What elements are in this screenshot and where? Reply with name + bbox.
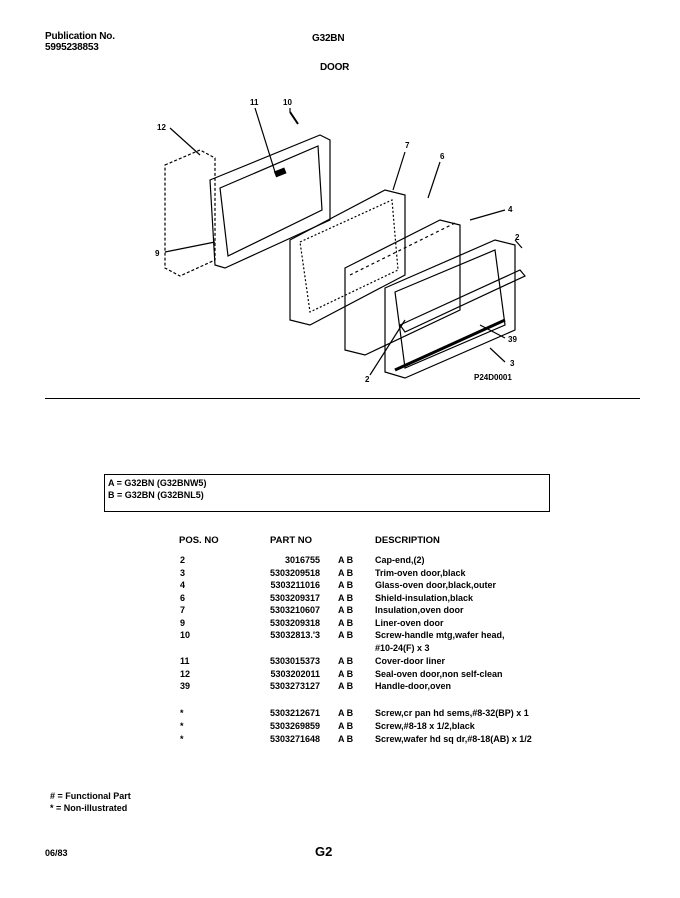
pos-no: * (180, 734, 184, 744)
description: Insulation,oven door (375, 605, 464, 615)
description: Cap-end,(2) (375, 555, 425, 565)
description: Handle-door,oven (375, 681, 452, 691)
part-no: 5303202011 (270, 669, 320, 679)
model-codes: A B (338, 630, 354, 640)
table-row (0, 708, 680, 720)
callout-9: 9 (155, 249, 160, 258)
pos-no: 7 (180, 605, 186, 615)
model-codes: A B (338, 568, 354, 578)
description: Screw,cr pan hd sems,#8-32(BP) x 1 (375, 708, 529, 718)
footnote-functional: # = Functional Part (50, 791, 131, 801)
header-description: DESCRIPTION (375, 535, 440, 546)
pos-no: 12 (180, 669, 191, 679)
description: Screw-handle mtg,wafer head, (375, 630, 505, 640)
callout-12: 12 (157, 123, 166, 132)
pos-no: 4 (180, 580, 186, 590)
pos-no: 9 (180, 618, 186, 628)
pos-no: 6 (180, 593, 186, 603)
page-number: G2 (315, 844, 333, 859)
part-no: 5303209518 (269, 568, 320, 578)
header-part-no: PART NO (270, 535, 313, 546)
table-row (0, 656, 680, 668)
table-row (0, 681, 680, 693)
model-title: G32BN (312, 33, 345, 44)
handle-part-39 (400, 270, 525, 332)
description: Trim-oven door,black (375, 568, 466, 578)
model-codes: A B (338, 580, 354, 590)
model-codes: A B (338, 618, 354, 628)
table-row (0, 580, 680, 592)
screw-part-10 (290, 112, 298, 124)
footer-date: 06/83 (45, 848, 68, 858)
seal-part-12 (165, 150, 215, 276)
model-codes: A B (338, 669, 354, 679)
description: Cover-door liner (375, 656, 446, 666)
table-row (0, 669, 680, 681)
table-row (0, 568, 680, 580)
description: Screw,wafer hd sq dr,#8-18(AB) x 1/2 (375, 734, 532, 744)
description: Glass-oven door,black,outer (375, 580, 497, 590)
description: #10-24(F) x 3 (375, 643, 430, 653)
callout-4: 4 (508, 205, 513, 214)
pos-no: 3 (180, 568, 186, 578)
publication-label: Publication No. (45, 31, 115, 42)
insulation-part-7 (290, 190, 405, 325)
part-no: 5303273127 (269, 681, 320, 691)
section-title: DOOR (320, 62, 350, 73)
table-row (0, 734, 680, 746)
footnote-non-illustrated: * = Non-illustrated (50, 803, 128, 813)
model-codes: A B (338, 656, 354, 666)
table-row (0, 643, 680, 655)
publication-number: 5995238853 (45, 42, 99, 53)
model-codes: A B (338, 721, 354, 731)
header-pos-no: POS. NO (179, 535, 219, 546)
legend-line-a: A = G32BN (G32BNW5) (108, 478, 207, 488)
callout-10: 10 (283, 98, 292, 107)
part-no: 53032813.'3 (270, 630, 320, 640)
part-no: 5303211016 (270, 580, 320, 590)
pos-no: 11 (180, 656, 190, 666)
model-codes: A B (338, 605, 354, 615)
table-row (0, 593, 680, 605)
part-no: 5303209317 (269, 593, 320, 603)
door-exploded-diagram (0, 80, 680, 400)
model-codes: A B (338, 593, 354, 603)
callout-11: 11 (250, 98, 259, 107)
part-no: 5303210607 (269, 605, 320, 615)
legend-line-b: B = G32BN (G32BNL5) (108, 490, 204, 500)
model-legend-box (104, 474, 550, 512)
model-codes: A B (338, 555, 354, 565)
part-no: 5303212671 (269, 708, 320, 718)
table-row (0, 618, 680, 630)
callout-2-top: 2 (515, 233, 520, 242)
part-no: 3016755 (284, 555, 320, 565)
callout-2-bottom: 2 (365, 375, 370, 384)
description: Seal-oven door,non self-clean (375, 669, 503, 679)
description: Shield-insulation,black (375, 593, 474, 603)
table-row (0, 630, 680, 642)
diagram-ref-code: P24D0001 (474, 373, 512, 382)
table-row (0, 555, 680, 567)
part-no: 5303209318 (269, 618, 320, 628)
description: Liner-oven door (375, 618, 444, 628)
pos-no: 39 (180, 681, 191, 691)
shield-part-6 (345, 220, 460, 355)
model-codes: A B (338, 681, 354, 691)
table-row (0, 605, 680, 617)
table-row (0, 721, 680, 733)
model-codes: A B (338, 734, 354, 744)
callout-6: 6 (440, 152, 445, 161)
pos-no: * (180, 708, 184, 718)
divider-rule (45, 398, 640, 399)
part-no: 5303271648 (269, 734, 320, 744)
callout-3: 3 (510, 359, 515, 368)
callout-39: 39 (508, 335, 517, 344)
part-no: 5303015373 (269, 656, 320, 666)
model-codes: A B (338, 708, 354, 718)
pos-no: * (180, 721, 184, 731)
callout-7: 7 (405, 141, 410, 150)
pos-no: 10 (180, 630, 191, 640)
pos-no: 2 (180, 555, 186, 565)
description: Screw,#8-18 x 1/2,black (375, 721, 475, 731)
part-no: 5303269859 (269, 721, 320, 731)
